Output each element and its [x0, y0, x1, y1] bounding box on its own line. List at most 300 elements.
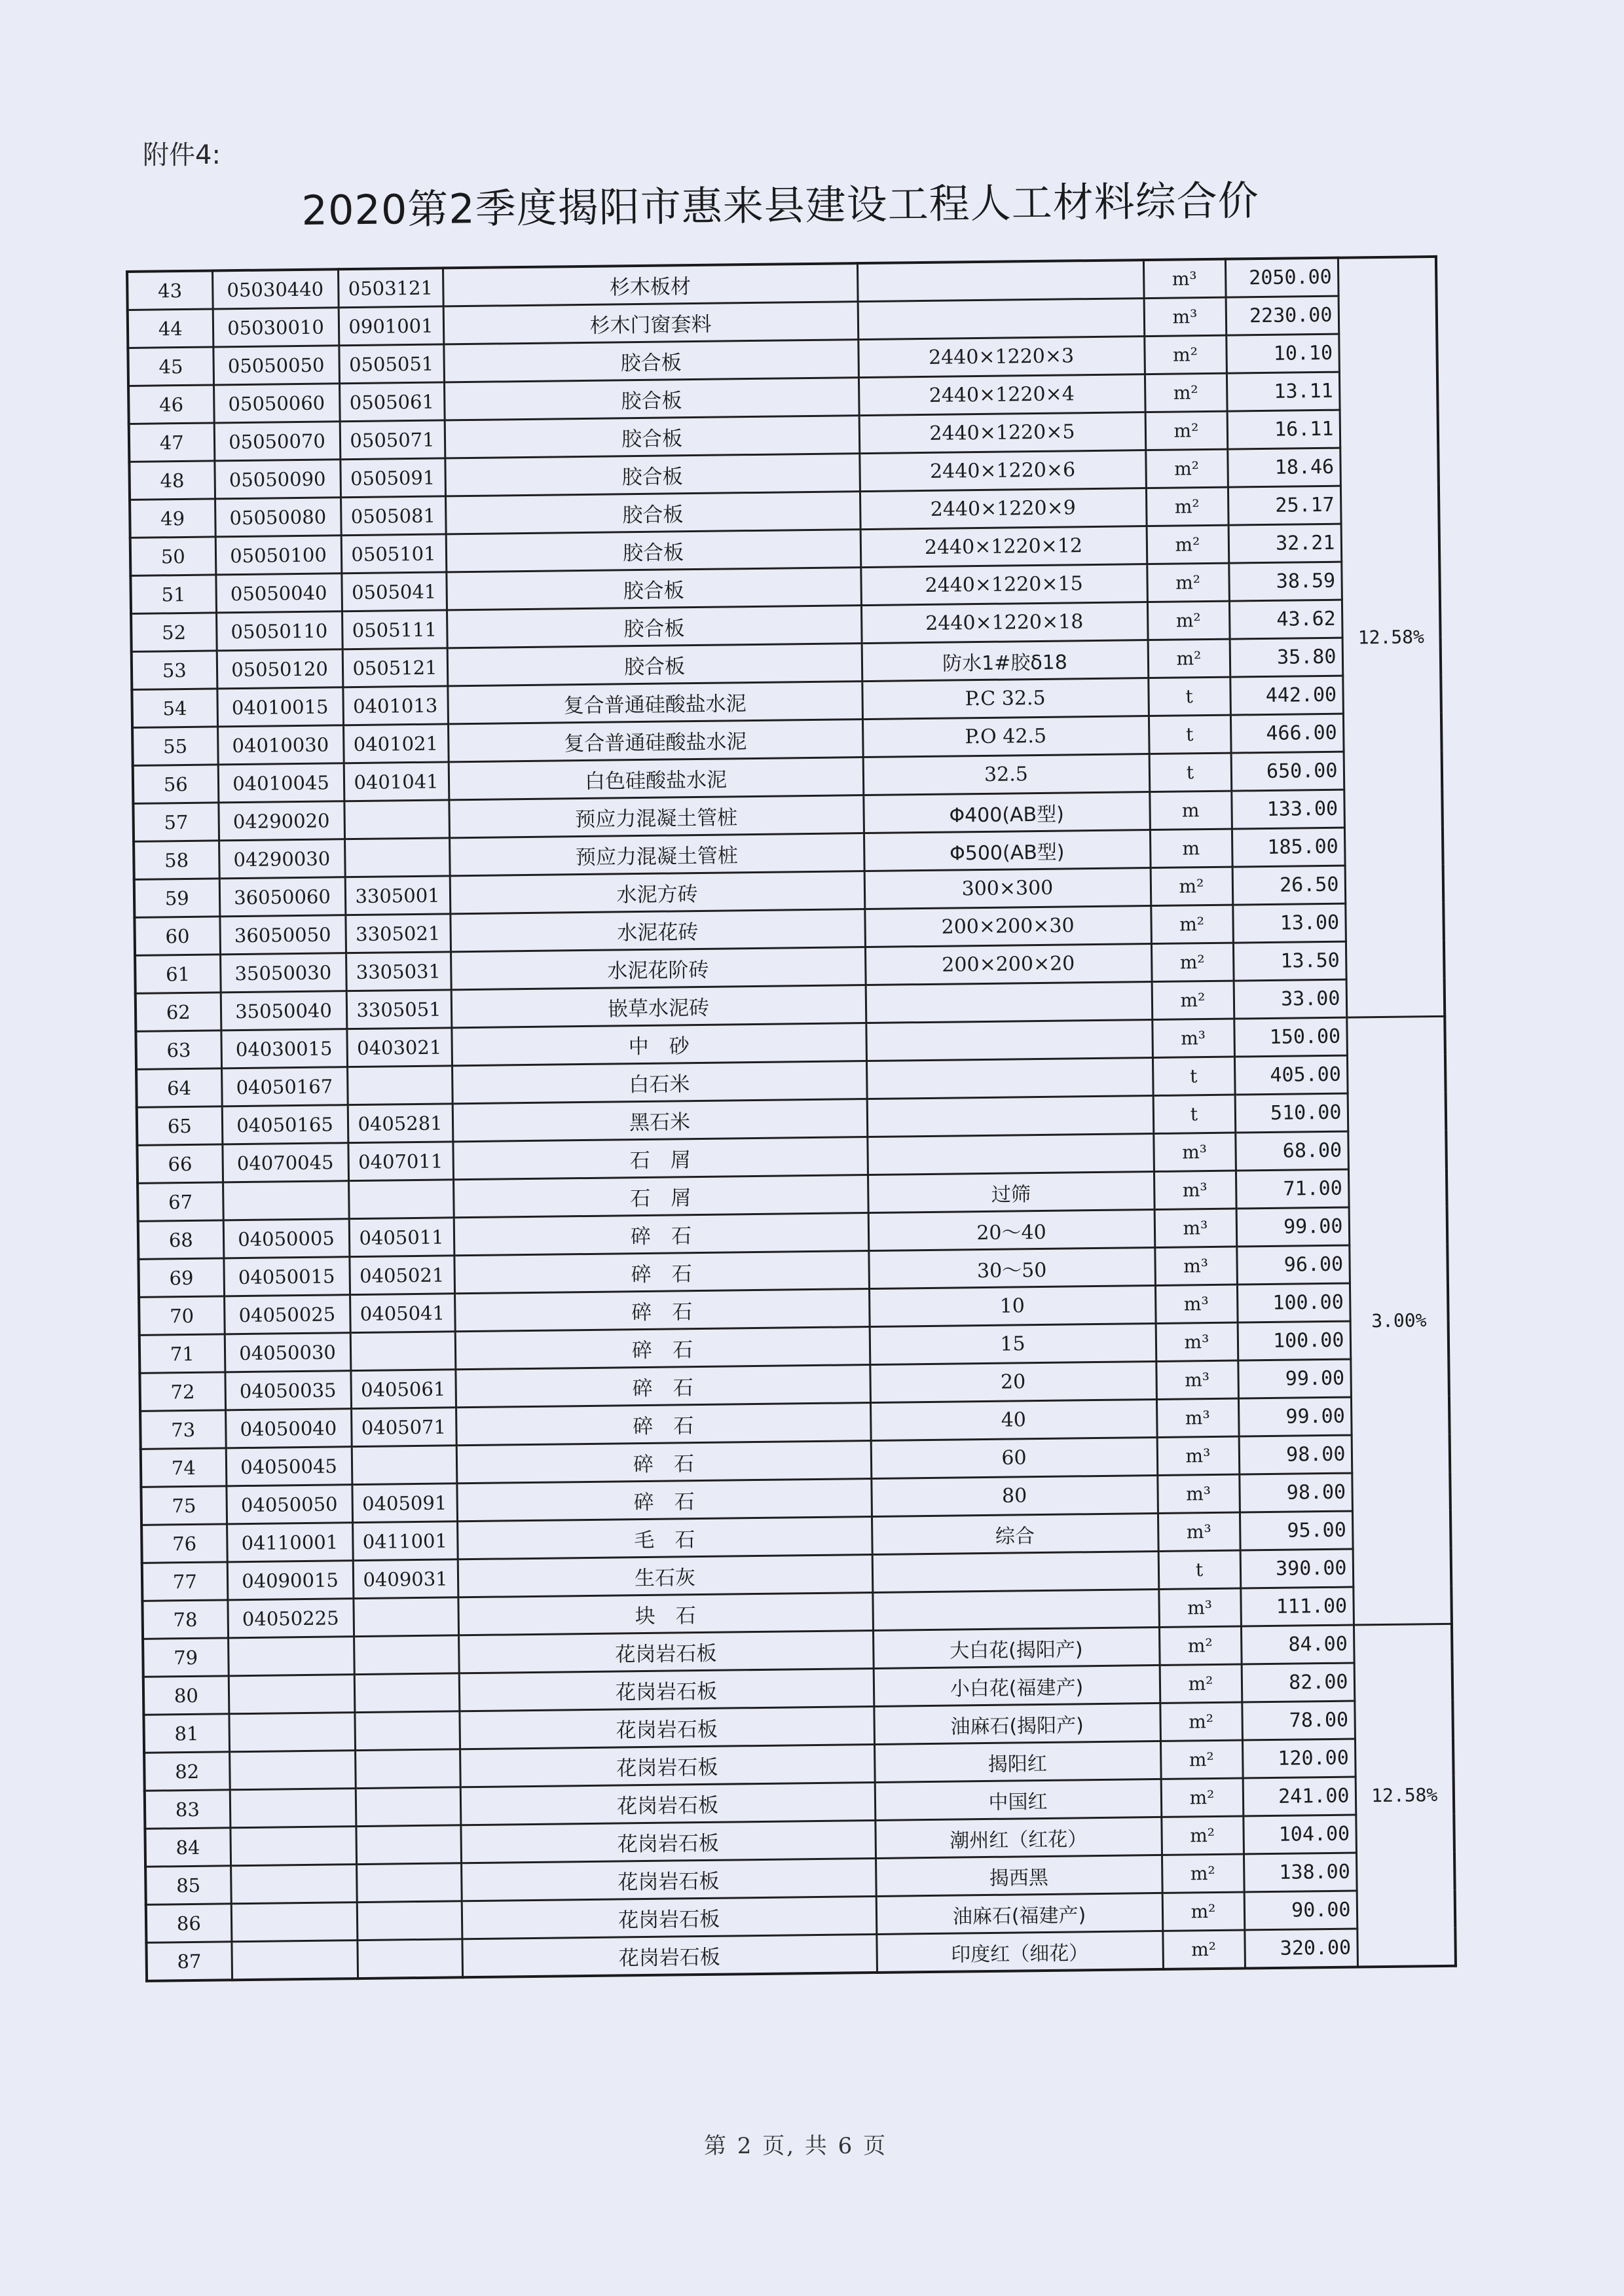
row-number-cell: 49 [130, 499, 215, 538]
row-number-cell: 50 [130, 537, 216, 575]
unit-cell: m² [1160, 1702, 1242, 1741]
row-number-cell: 80 [143, 1676, 229, 1715]
material-code-cell: 05030440 [212, 269, 339, 309]
material-name-cell: 胶合板 [445, 454, 860, 496]
material-code-cell [231, 1865, 357, 1904]
row-number-cell: 76 [141, 1524, 227, 1563]
row-number-cell: 57 [133, 803, 219, 841]
specification-cell: 小白花(福建产) [874, 1665, 1160, 1706]
material-code-cell: 35050040 [221, 991, 347, 1030]
row-number-cell: 79 [143, 1638, 229, 1677]
material-code-cell: 04010015 [217, 687, 343, 727]
composite-price-cell: 25.17 [1228, 486, 1341, 525]
composite-price-cell: 390.00 [1240, 1549, 1354, 1588]
composite-price-cell: 33.00 [1234, 979, 1347, 1019]
composite-price-cell: 2230.00 [1226, 296, 1339, 335]
composite-price-cell: 13.11 [1227, 372, 1340, 411]
unit-cell: m³ [1158, 1588, 1241, 1627]
unit-cell: m² [1147, 563, 1229, 602]
row-number-cell: 81 [143, 1714, 229, 1753]
group-percent-cell: 12.58% [1338, 257, 1445, 1017]
specification-cell [872, 1589, 1159, 1630]
material-name-cell: 碎 石 [454, 1213, 869, 1256]
specification-cell [866, 1020, 1153, 1061]
quota-code-cell [357, 1939, 462, 1978]
specification-cell [866, 1058, 1153, 1099]
specification-cell: 2440×1220×5 [859, 412, 1146, 454]
specification-cell [867, 1134, 1154, 1175]
unit-cell: m³ [1152, 1019, 1234, 1057]
quota-code-cell: 0505101 [341, 534, 447, 574]
row-number-cell: 47 [129, 423, 215, 462]
quota-code-cell [353, 1597, 458, 1637]
material-code-cell: 04050035 [225, 1371, 351, 1410]
material-name-cell: 预应力混凝土管桩 [449, 795, 864, 838]
composite-price-cell: 2050.00 [1225, 258, 1338, 297]
quota-code-cell: 0901001 [339, 306, 444, 346]
unit-cell: m² [1145, 411, 1228, 450]
specification-cell [857, 260, 1144, 302]
quota-code-cell: 0407011 [348, 1142, 453, 1181]
material-name-cell: 花岗岩石板 [458, 1630, 874, 1673]
material-code-cell: 04070045 [222, 1143, 348, 1182]
unit-cell: m² [1152, 981, 1234, 1019]
quota-code-cell: 0411001 [352, 1522, 458, 1561]
material-name-cell: 碎 石 [455, 1365, 870, 1408]
unit-cell: m² [1151, 867, 1233, 905]
quota-code-cell: 3305051 [346, 990, 452, 1029]
material-name-cell: 花岗岩石板 [460, 1744, 875, 1787]
quota-code-cell: 0405091 [352, 1484, 457, 1523]
composite-price-cell: 99.00 [1236, 1207, 1350, 1247]
unit-cell: t [1149, 715, 1231, 754]
material-code-cell: 05050090 [214, 460, 341, 499]
unit-cell: m² [1146, 487, 1228, 526]
row-number-cell: 44 [128, 309, 213, 348]
composite-price-cell: 320.00 [1244, 1929, 1357, 1968]
quota-code-cell [344, 800, 449, 839]
specification-cell: 2440×1220×18 [861, 602, 1148, 644]
material-code-cell: 05050040 [215, 574, 342, 613]
quota-code-cell [354, 1711, 460, 1751]
composite-price-cell: 78.00 [1242, 1701, 1355, 1740]
quota-code-cell [356, 1825, 461, 1865]
document-title: 2020第2季度揭阳市惠来县建设工程人工材料综合价 [301, 176, 1260, 234]
row-number-cell: 82 [144, 1752, 230, 1791]
material-name-cell: 碎 石 [456, 1479, 872, 1522]
specification-cell: 2440×1220×15 [860, 564, 1147, 606]
composite-price-cell: 68.00 [1235, 1131, 1348, 1171]
quota-code-cell: 3305021 [345, 914, 451, 953]
unit-cell: m² [1145, 373, 1227, 412]
composite-price-cell: 38.59 [1228, 562, 1342, 601]
composite-price-cell: 16.11 [1227, 410, 1340, 449]
specification-cell: 油麻石(福建产) [876, 1893, 1163, 1934]
unit-cell: m² [1145, 449, 1228, 488]
material-name-cell: 中 砂 [451, 1023, 866, 1066]
material-code-cell: 04050045 [226, 1447, 352, 1486]
quota-code-cell: 0405071 [351, 1408, 456, 1447]
material-name-cell: 杉木门窗套料 [443, 302, 858, 344]
quota-code-cell: 0405041 [350, 1294, 455, 1333]
composite-price-cell: 120.00 [1242, 1739, 1356, 1778]
material-code-cell: 05050050 [213, 346, 339, 385]
composite-price-cell: 466.00 [1230, 714, 1344, 753]
material-code-cell: 04010030 [217, 725, 344, 765]
row-number-cell: 54 [132, 689, 217, 727]
material-code-cell: 04050165 [222, 1105, 348, 1144]
specification-cell: 综合 [872, 1513, 1158, 1554]
quota-code-cell [354, 1635, 459, 1675]
composite-price-cell: 150.00 [1234, 1017, 1347, 1057]
material-code-cell: 05050070 [214, 422, 341, 461]
quota-code-cell: 0505121 [342, 648, 448, 687]
unit-cell: m² [1162, 1930, 1245, 1969]
composite-price-cell: 26.50 [1232, 866, 1346, 905]
unit-cell: m³ [1154, 1247, 1237, 1285]
unit-cell: m² [1160, 1740, 1243, 1779]
composite-price-cell: 138.00 [1244, 1853, 1357, 1892]
quota-code-cell [354, 1673, 460, 1713]
quota-code-cell: 0405011 [349, 1218, 454, 1257]
specification-cell: 200×200×20 [865, 944, 1152, 985]
composite-price-cell: 84.00 [1241, 1625, 1354, 1664]
material-code-cell [229, 1675, 355, 1714]
specification-cell: 80 [871, 1475, 1158, 1516]
material-code-cell: 04050050 [226, 1485, 352, 1524]
unit-cell: m [1150, 829, 1232, 867]
row-number-cell: 85 [145, 1866, 231, 1904]
specification-cell: 潮州红（红花） [875, 1817, 1162, 1858]
row-number-cell: 60 [134, 917, 220, 955]
quota-code-cell: 0405021 [349, 1256, 454, 1295]
page-footer: 第 2 页, 共 6 页 [704, 2133, 888, 2159]
material-name-cell: 花岗岩石板 [460, 1820, 876, 1863]
composite-price-cell: 99.00 [1238, 1359, 1351, 1398]
row-number-cell: 51 [130, 575, 216, 613]
quota-code-cell: 3305031 [346, 952, 451, 991]
material-name-cell: 花岗岩石板 [460, 1782, 876, 1825]
specification-cell: 15 [870, 1323, 1156, 1364]
unit-cell: t [1153, 1057, 1235, 1095]
row-number-cell: 71 [139, 1334, 225, 1373]
unit-cell: m³ [1157, 1474, 1240, 1513]
unit-cell: m³ [1156, 1360, 1238, 1399]
material-name-cell: 白石米 [452, 1061, 867, 1104]
unit-cell: m² [1151, 905, 1233, 943]
row-number-cell: 61 [135, 955, 221, 993]
material-name-cell: 复合普通硅酸盐水泥 [447, 682, 862, 724]
specification-cell: 20 [870, 1361, 1156, 1402]
material-name-cell: 胶合板 [444, 378, 859, 420]
unit-cell: m² [1159, 1626, 1242, 1665]
composite-price-cell: 18.46 [1227, 448, 1340, 487]
material-name-cell: 预应力混凝土管桩 [449, 833, 864, 876]
quota-code-cell: 0409031 [353, 1559, 458, 1599]
material-code-cell: 36050050 [219, 915, 346, 955]
specification-cell [867, 1096, 1154, 1137]
group-percent-cell: 3.00% [1346, 1016, 1452, 1625]
material-code-cell: 04050167 [221, 1067, 348, 1106]
specification-cell: 2440×1220×3 [858, 337, 1145, 378]
material-code-cell: 35050030 [220, 953, 346, 993]
composite-price-cell: 99.00 [1238, 1397, 1352, 1436]
specification-cell: 油麻石(揭阳产) [874, 1703, 1160, 1744]
unit-cell: m² [1161, 1778, 1244, 1817]
composite-price-cell: 82.00 [1242, 1663, 1355, 1702]
composite-price-cell: 133.00 [1231, 790, 1344, 829]
specification-cell: Φ500(AB型) [864, 830, 1151, 871]
unit-cell: m² [1147, 601, 1230, 640]
unit-cell: t [1153, 1095, 1236, 1133]
row-number-cell: 84 [145, 1828, 231, 1867]
composite-price-cell: 43.62 [1229, 600, 1342, 639]
unit-cell: m³ [1156, 1398, 1239, 1437]
material-code-cell: 04050225 [227, 1599, 354, 1638]
material-name-cell: 碎 石 [455, 1327, 870, 1370]
specification-cell [858, 299, 1145, 340]
material-code-cell: 05050060 [213, 384, 340, 423]
composite-price-cell: 405.00 [1234, 1055, 1348, 1095]
row-number-cell: 66 [137, 1144, 223, 1183]
row-number-cell: 55 [132, 727, 218, 765]
unit-cell: m³ [1144, 297, 1227, 336]
material-code-cell: 36050060 [219, 877, 346, 917]
composite-price-cell: 650.00 [1231, 752, 1344, 791]
specification-cell: 2440×1220×6 [859, 450, 1146, 492]
quota-code-cell [355, 1749, 460, 1789]
specification-cell: P.O 42.5 [862, 716, 1149, 757]
row-number-cell: 73 [140, 1410, 226, 1449]
material-code-cell [229, 1751, 356, 1790]
unit-cell: m² [1147, 525, 1229, 564]
row-number-cell: 68 [138, 1220, 224, 1259]
specification-cell: 2440×1220×4 [858, 374, 1145, 416]
specification-cell: Φ400(AB型) [863, 792, 1150, 833]
material-code-cell [230, 1789, 356, 1828]
unit-cell: m² [1144, 335, 1227, 374]
row-number-cell: 48 [129, 461, 215, 500]
material-name-cell: 胶合板 [447, 644, 862, 686]
unit-cell: m [1149, 791, 1232, 829]
composite-price-cell: 96.00 [1236, 1245, 1350, 1285]
quota-code-cell [356, 1863, 462, 1903]
material-code-cell: 04050030 [225, 1333, 351, 1372]
specification-cell: P.C 32.5 [862, 678, 1149, 720]
material-name-cell: 碎 石 [456, 1403, 871, 1446]
composite-price-cell: 10.10 [1226, 334, 1339, 373]
quota-code-cell: 0403021 [346, 1028, 452, 1067]
specification-cell: 2440×1220×9 [860, 488, 1147, 530]
material-code-cell: 04010045 [218, 763, 344, 803]
quota-code-cell: 0405281 [348, 1104, 453, 1143]
composite-price-cell: 104.00 [1243, 1815, 1356, 1854]
quota-code-cell: 0505061 [339, 382, 445, 422]
material-code-cell [228, 1637, 354, 1676]
composite-price-cell: 185.00 [1232, 828, 1345, 867]
unit-cell: m² [1162, 1892, 1245, 1931]
material-name-cell: 生石灰 [458, 1555, 873, 1597]
material-name-cell: 黑石米 [452, 1099, 868, 1142]
row-number-cell: 74 [141, 1448, 227, 1487]
price-table-container [126, 255, 1457, 1982]
material-code-cell [231, 1903, 358, 1942]
row-number-cell: 52 [131, 613, 217, 651]
material-code-cell: 05050120 [217, 649, 343, 689]
material-code-cell: 04290030 [219, 839, 345, 879]
specification-cell: 防水1#胶δ18 [862, 640, 1149, 682]
specification-cell: 40 [870, 1399, 1157, 1440]
material-code-cell: 04050040 [225, 1409, 352, 1448]
composite-price-cell: 100.00 [1237, 1283, 1350, 1322]
unit-cell: m² [1148, 639, 1230, 678]
quota-code-cell [357, 1901, 462, 1941]
row-number-cell: 63 [136, 1030, 221, 1069]
composite-price-cell: 510.00 [1235, 1093, 1348, 1133]
composite-price-cell: 111.00 [1240, 1587, 1354, 1626]
quota-code-cell: 0401021 [343, 724, 449, 763]
composite-price-cell: 13.50 [1233, 941, 1346, 981]
unit-cell: m³ [1154, 1209, 1237, 1247]
group-percent-cell: 12.58% [1354, 1624, 1456, 1967]
material-name-cell: 胶合板 [446, 568, 861, 610]
material-name-cell: 胶合板 [445, 416, 860, 458]
specification-cell: 中国红 [875, 1779, 1162, 1820]
unit-cell: t [1149, 753, 1232, 792]
unit-cell: m³ [1157, 1436, 1240, 1475]
material-name-cell: 胶合板 [443, 340, 858, 382]
material-code-cell: 05050080 [215, 498, 341, 537]
row-number-cell: 64 [136, 1068, 222, 1107]
material-name-cell: 杉木板材 [443, 263, 858, 306]
specification-cell: 大白花(揭阳产) [873, 1627, 1160, 1668]
material-name-cell: 石 屑 [453, 1175, 868, 1218]
material-name-cell: 碎 石 [454, 1289, 870, 1332]
row-number-cell: 72 [139, 1372, 225, 1411]
material-code-cell [229, 1713, 355, 1752]
row-number-cell: 45 [128, 347, 213, 386]
material-name-cell: 复合普通硅酸盐水泥 [448, 720, 863, 762]
specification-cell: 过筛 [868, 1172, 1154, 1213]
unit-cell: m³ [1143, 259, 1226, 299]
specification-cell: 200×200×30 [864, 906, 1151, 947]
material-code-cell: 04050015 [223, 1257, 350, 1296]
material-name-cell: 块 石 [458, 1592, 873, 1635]
material-name-cell: 花岗岩石板 [462, 1934, 877, 1977]
material-code-cell [230, 1827, 356, 1866]
specification-cell [872, 1551, 1159, 1592]
row-number-cell: 46 [128, 385, 214, 424]
material-name-cell: 石 屑 [452, 1137, 868, 1180]
specification-cell: 印度红（细花） [876, 1931, 1163, 1973]
material-name-cell: 碎 石 [456, 1441, 872, 1484]
quota-code-cell: 0401041 [344, 762, 449, 801]
material-name-cell: 胶合板 [445, 492, 860, 534]
material-name-cell: 花岗岩石板 [459, 1668, 874, 1711]
row-number-cell: 65 [137, 1106, 223, 1145]
material-price-table [126, 255, 1457, 1982]
unit-cell: t [1158, 1550, 1241, 1589]
material-name-cell: 毛 石 [457, 1517, 872, 1559]
material-code-cell: 04110001 [227, 1523, 353, 1562]
specification-cell: 2440×1220×12 [860, 526, 1147, 568]
composite-price-cell: 95.00 [1240, 1511, 1353, 1550]
material-name-cell: 花岗岩石板 [459, 1706, 874, 1749]
unit-cell: m³ [1158, 1512, 1240, 1551]
row-number-cell: 59 [134, 879, 220, 917]
composite-price-cell: 100.00 [1238, 1321, 1351, 1360]
specification-cell: 300×300 [864, 868, 1151, 909]
quota-code-cell: 0505111 [342, 610, 447, 649]
material-code-cell: 04090015 [227, 1561, 354, 1600]
material-name-cell: 花岗岩石板 [462, 1896, 877, 1939]
quota-code-cell [348, 1180, 454, 1219]
material-name-cell: 碎 石 [454, 1251, 869, 1294]
material-code-cell: 04290020 [218, 801, 344, 841]
composite-price-cell: 13.00 [1232, 903, 1346, 943]
specification-cell [866, 982, 1153, 1023]
composite-price-cell: 98.00 [1239, 1473, 1352, 1512]
quota-code-cell [347, 1066, 452, 1105]
row-number-cell: 70 [139, 1296, 225, 1335]
composite-price-cell: 32.21 [1228, 524, 1342, 563]
row-number-cell: 83 [145, 1790, 231, 1829]
unit-cell: m² [1161, 1816, 1244, 1855]
unit-cell: m² [1160, 1664, 1242, 1703]
material-code-cell [223, 1181, 349, 1220]
row-number-cell: 43 [127, 270, 213, 310]
composite-price-cell: 71.00 [1236, 1169, 1349, 1209]
specification-cell: 30～50 [868, 1247, 1155, 1288]
row-number-cell: 67 [138, 1182, 223, 1221]
quota-code-cell: 0405061 [350, 1370, 456, 1409]
specification-cell: 10 [869, 1285, 1156, 1326]
quota-code-cell: 0505091 [340, 458, 445, 498]
quota-code-cell [344, 838, 450, 877]
quota-code-cell: 0503121 [338, 268, 443, 307]
unit-cell: m³ [1153, 1133, 1236, 1171]
row-number-cell: 56 [133, 765, 219, 803]
quota-code-cell [350, 1332, 456, 1371]
specification-cell: 20～40 [868, 1210, 1155, 1251]
unit-cell: m³ [1156, 1322, 1238, 1361]
unit-cell: m³ [1155, 1285, 1238, 1323]
specification-cell: 60 [871, 1437, 1158, 1478]
attachment-label: 附件4: [143, 140, 221, 170]
row-number-cell: 53 [132, 651, 217, 689]
material-name-cell: 胶合板 [447, 606, 862, 648]
unit-cell: m² [1151, 943, 1234, 981]
quota-code-cell: 0505081 [341, 496, 446, 536]
composite-price-cell: 90.00 [1244, 1891, 1357, 1930]
specification-cell: 32.5 [863, 754, 1150, 795]
material-name-cell: 水泥花砖 [450, 909, 865, 952]
material-code-cell: 04050025 [224, 1295, 350, 1334]
specification-cell: 揭阳红 [874, 1741, 1161, 1782]
specification-cell: 揭西黑 [876, 1855, 1162, 1896]
row-number-cell: 69 [138, 1258, 224, 1297]
row-number-cell: 78 [142, 1600, 228, 1639]
row-number-cell: 77 [142, 1562, 228, 1601]
row-number-cell: 87 [146, 1942, 232, 1981]
quota-code-cell [352, 1446, 457, 1485]
material-name-cell: 水泥方砖 [450, 871, 865, 914]
quota-code-cell: 0505041 [341, 572, 447, 611]
unit-cell: m³ [1154, 1171, 1236, 1209]
row-number-cell: 62 [136, 993, 221, 1031]
row-number-cell: 75 [141, 1486, 227, 1525]
quota-code-cell [356, 1787, 461, 1827]
